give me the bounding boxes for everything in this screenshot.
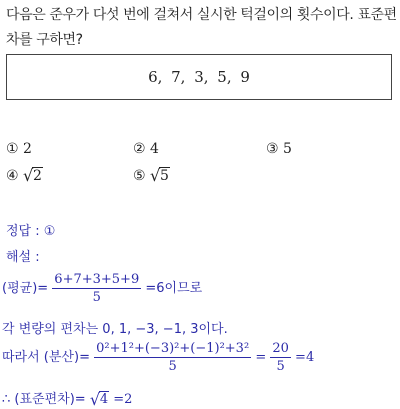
variance-result: =4 (295, 350, 315, 365)
choice-4-text: 2 (33, 168, 42, 184)
question-line-2: 차를 구하면? (6, 32, 83, 48)
choice-5-text: 5 (160, 168, 169, 184)
mean-numerator: 6+7+3+5+9 (54, 272, 140, 287)
sd-result: =2 (113, 392, 133, 407)
sd-line (2, 388, 132, 407)
deviation-text: 각 변량의 편차는 0, 1, −3, −1, 3이다. (2, 322, 228, 337)
variance-mid-fraction (270, 341, 291, 374)
sqrt-symbol (90, 392, 109, 407)
variance-numerator: 0²+1²+(−3)²+(−1)²+3² (96, 341, 250, 356)
choice-3-marker: ③ (266, 141, 279, 157)
choice-3[interactable] (266, 141, 292, 157)
choice-2[interactable] (133, 141, 159, 157)
choice-4[interactable] (6, 168, 43, 184)
choice-3-text: 5 (283, 141, 292, 157)
mean-label: (평균)= (2, 281, 49, 296)
sd-radicand: 4 (99, 392, 109, 407)
variance-mid-numerator: 20 (272, 341, 289, 356)
mean-result: =6이므로 (145, 281, 203, 296)
answer-label: 정답 : (6, 224, 40, 239)
choice-2-marker: ② (133, 141, 146, 157)
sqrt-symbol (23, 168, 43, 184)
data-box (6, 54, 392, 100)
sqrt-symbol (150, 168, 170, 184)
choice-1-marker: ① (6, 141, 19, 157)
explanation-label: 해설 : (6, 250, 40, 265)
mean-fraction (52, 272, 141, 305)
answer-value: ① (43, 224, 56, 239)
answer-line (6, 220, 55, 239)
variance-denominator: 5 (168, 359, 177, 374)
variance-fraction (94, 341, 251, 374)
question-line-1: 다음은 준우가 다섯 번에 걸쳐서 실시한 턱걸이의 횟수이다. 표준편 (6, 7, 397, 23)
variance-label: 따라서 (분산)= (2, 350, 90, 365)
data-values: 6, 7, 3, 5, 9 (148, 68, 250, 86)
mean-line (2, 272, 202, 305)
mean-denominator: 5 (92, 290, 101, 305)
choice-5-marker: ⑤ (133, 168, 146, 184)
choice-2-text: 4 (150, 141, 159, 157)
choice-1[interactable] (6, 141, 32, 157)
variance-line: 따라서 (분산)= $\frac{\text{0²+1²+(−3)²+(−1)²+3²}}{5}$ = $\frac{20}{5}$ =4 (2, 341, 315, 374)
choice-1-text: 2 (23, 141, 32, 157)
choice-5[interactable] (133, 168, 170, 184)
variance-mid-denominator: 5 (276, 359, 285, 374)
sd-prefix: ∴ (표준편차)= (2, 392, 86, 407)
choice-4-marker: ④ (6, 168, 19, 184)
